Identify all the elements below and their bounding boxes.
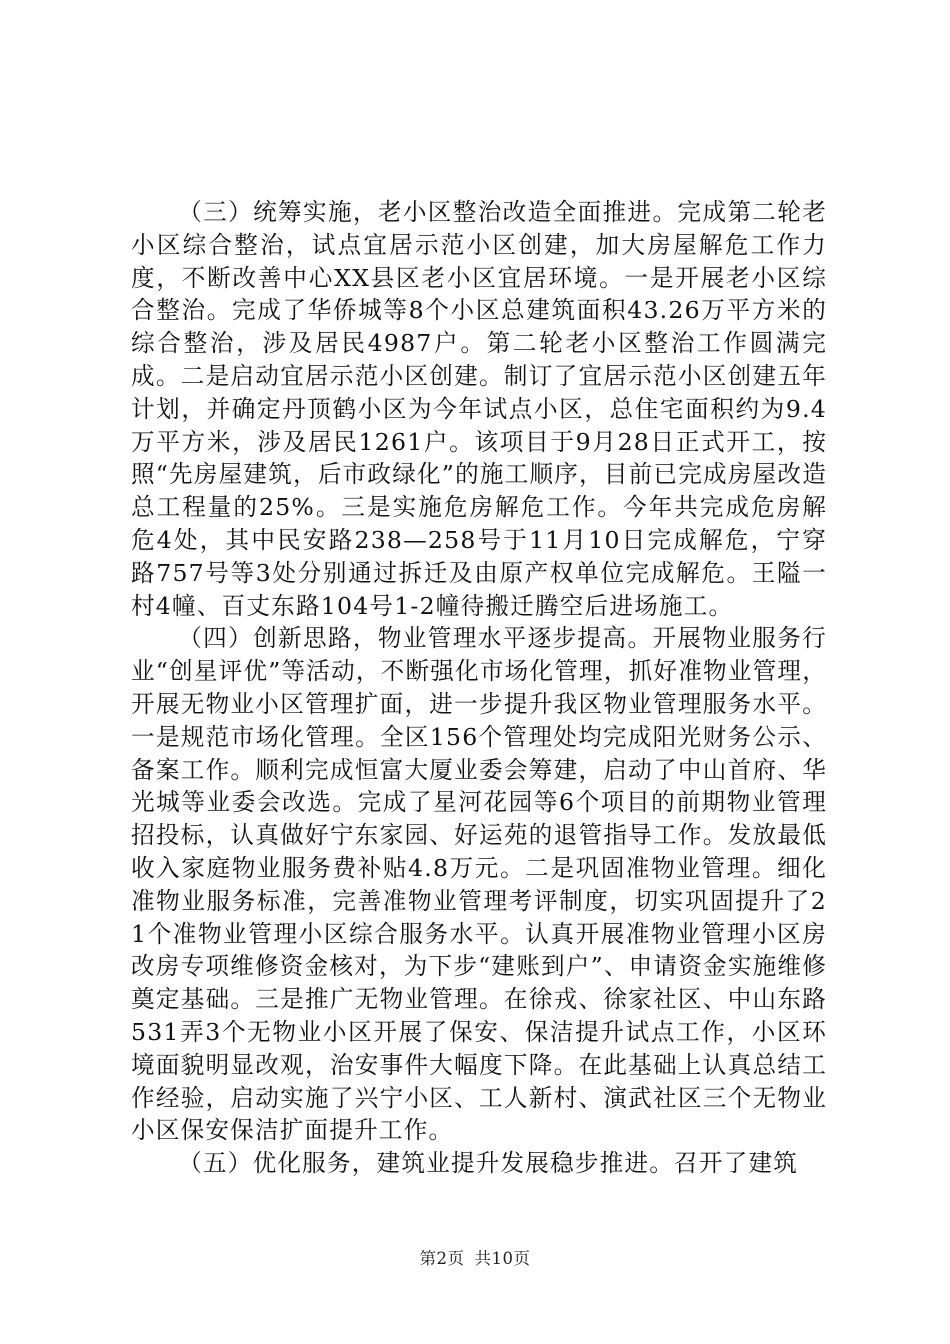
document-body — [131, 196, 827, 1180]
paragraph-section-3: （三）统筹实施，老小区整治改造全面推进。完成第二轮老小区综合整治，试点宜居示范小区创建，加大房屋解危工作力度，不断改善中心XX县区老小区宜居环境。一是开展老小区综合整治。完成了华侨城等8个小区总建筑面积43.26万平方米的综合整治，涉及居民4987户。第二轮老小区整治工作圆满完成。二是启动宜居示范小区创建。制订了宜居示范小区创建五年计划，并确定丹顶鹤小区为今年试点小区，总住宅面积约为9.4万平方米，涉及居民1261户。该项目于9月28日正式开工，按照“先房屋建筑，后市政绿化”的施工顺序，目前已完成房屋改造总工程量的25%。三是实施危房解危工作。今年共完成危房解危4处，其中民安路238—258号于11月10日完成解危，宁穿路757号等3处分别通过拆迁及由原产权单位完成解危。王隘一村4幢、百丈东路104号1-2幢待搬迁腾空后进场施工。 — [131, 198, 827, 620]
page-number: 第2页 — [419, 1249, 465, 1268]
paragraph-section-4: （四）创新思路，物业管理水平逐步提高。开展物业服务行业“创星评优”等活动，不断强化市场化管理，抓好准物业管理，开展无物业小区管理扩面，进一步提升我区物业管理服务水平。一是规范市场化管理。全区156个管理处均完成阳光财务公示、备案工作。顺利完成恒富大厦业委会筹建，启动了中山首府、华光城等业委会改选。完成了星河花园等6个项目的前期物业管理招投标，认真做好宁东家园、好运苑的退管指导工作。发放最低收入家庭物业服务费补贴4.8万元。二是巩固准物业管理。细化准物业服务标准，完善准物业管理考评制度，切实巩固提升了21个准物业管理小区综合服务水平。认真开展准物业管理小区房改房专项维修资金核对，为下步“建账到户”、申请资金实施维修奠定基础。三是推广无物业管理。在徐戎、徐家社区、中山东路531弄3个无物业小区开展了保安、保洁提升试点工作，小区环境面貌明显改观，治安事件大幅度下降。在此基础上认真总结工作经验，启动实施了兴宁小区、工人新村、演武社区三个无物业小区保安保洁扩面提升工作。 — [131, 624, 827, 1145]
paragraph-section-5: （五）优化服务，建筑业提升发展稳步推进。召开了建筑 — [178, 1149, 799, 1178]
page-footer — [0, 1245, 950, 1269]
page-total: 共10页 — [474, 1249, 531, 1268]
